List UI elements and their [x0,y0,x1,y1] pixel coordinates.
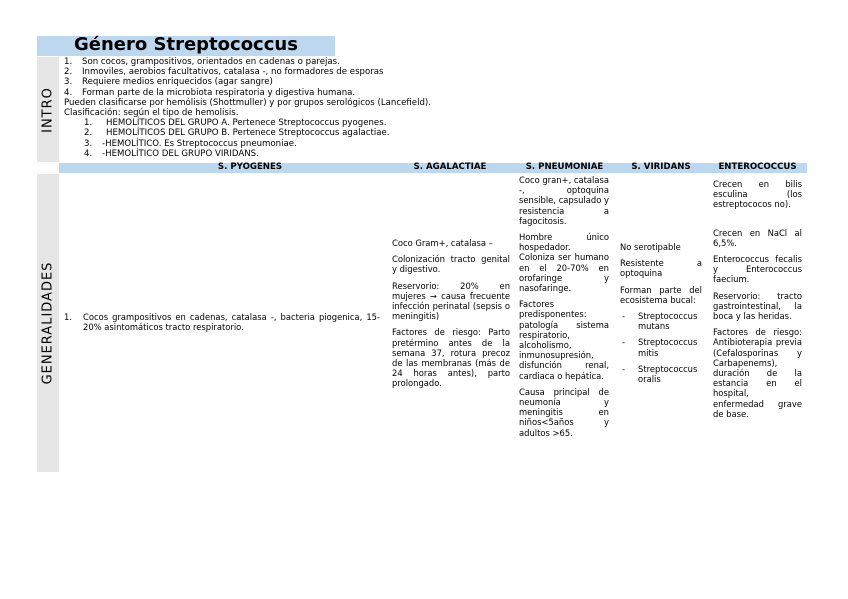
header-pneumoniae: S. PNEUMONIAE [525,162,604,172]
intro-item: 3. Requiere medios enriquecidos (agar sangre) [64,77,273,88]
intro-item: 1. Son cocos, grampositivos, orientados en cadenas o parejas. [64,57,340,67]
intro-classify-line: Pueden clasificarse por hemólisis (Shottmuller) y por grupos serológicos (Lancefield). [64,97,431,108]
viridans-paragraph: No serotipable [620,242,681,252]
list-item: - Streptococcus mitis [620,337,702,357]
intro-label: INTRO [40,86,56,133]
intro-item: 2. Inmoviles, aerobios facultativos, catalasa -, no formadores de esporas [64,67,384,78]
pneumoniae-paragraph: Coco gran+, catalasa -, optoquina sensible, capsulado y resistencia a fagocitosis. [519,175,610,226]
intro-class-heading: Clasificación: según el tipo de hemolisis. [64,108,239,119]
class-item: 2. HEMOLÍTICOS DEL GRUPO B. Pertenece Streptococcus agalactiae. [84,128,390,139]
pyogenes-cell [64,312,380,332]
pyogenes-num: 1. [64,312,72,322]
agalactiae-paragraph: Factores de riesgo: Parto pretérmino antes de la semana 37, rotura precoz de las membranas (más de 24 horas antes), parto prolongado. [392,327,510,389]
viridans-cell [620,242,702,390]
class-item: 4. -HEMOLÍTICO DEL GRUPO VIRIDANS. [84,148,259,159]
page-title: Género Streptococcus [74,34,298,55]
viridans-list [620,311,702,384]
class-item: 1. HEMOLÍTICOS DEL GRUPO A. Pertenece Streptococcus pyogenes. [84,118,387,129]
agalactiae-cell [392,238,510,395]
list-item: - Streptococcus mutans [620,311,702,331]
header-pyogenes: S. PYOGENES [217,162,283,172]
generalidades-side-bar [37,174,59,472]
enterococcus-paragraph: Crecen en NaCl al 6,5%. [713,227,802,248]
header-enterococcus: ENTEROCOCCUS [718,162,797,172]
enterococcus-cell [713,179,802,425]
agalactiae-paragraph: Reservorio: 20% en mujeres → causa frecuente infección perinatal (sepsis o meningitis) [392,280,510,322]
enterococcus-paragraph: Crecen en bilis esculina (los estreptococos no). [713,179,802,210]
pneumoniae-paragraph: Factores predisponentes: patología sistema respiratorio, alcoholismo, inmunosupresión, disfunción renal, cardiaca o hepática. [519,299,609,381]
viridans-paragraph: Forman parte del ecosistema bucal: [620,284,702,305]
list-item: - Streptococcus oralis [620,364,702,384]
enterococcus-paragraph: Factores de riesgo: Antibioterapia previa (Cefalosporinas y Carbapenems), duración de la estancia en el hospital, enfermedad grave de base. [713,327,802,419]
agalactiae-paragraph: Colonización tracto genital y digestivo. [392,254,510,275]
enterococcus-paragraph: Enterococcus fecalis y Enterococcus faecium. [713,254,802,285]
pyogenes-text: Cocos grampositivos en cadenas, catalasa -, bacteria piogenica, 15-20% asintomáticos tracto respiratorio. [83,312,380,333]
intro-item: 4. Forman parte de la microbiota respiratoria y digestiva humana. [64,87,356,98]
header-agalactiae: S. AGALACTIAE [413,162,487,172]
header-viridans: S. VIRIDANS [631,162,691,172]
intro-section [64,57,464,159]
class-item: 3. -HEMOLÍTICO. Es Streptococcus pneumoniae. [84,138,297,149]
generalidades-label: GENERALIDADES [40,261,56,385]
enterococcus-paragraph: Reservorio: tracto gastrointestinal, la boca y las heridas. [713,290,802,322]
agalactiae-paragraph: Coco Gram+, catalasa – [392,238,493,248]
pneumoniae-paragraph: Hombre único hospedador. [519,232,609,253]
pneumoniae-cell [519,175,609,444]
pneumoniae-paragraph: Causa principal de neumonía y meningitis en niños<5años y adultos >65. [519,386,609,438]
pneumoniae-paragraph: Coloniza ser humano en el 20-70% en orofaringe y nasofaringe. [519,252,609,294]
viridans-paragraph: Resistente a optoquina [620,258,702,279]
intro-side-bar [37,57,59,162]
